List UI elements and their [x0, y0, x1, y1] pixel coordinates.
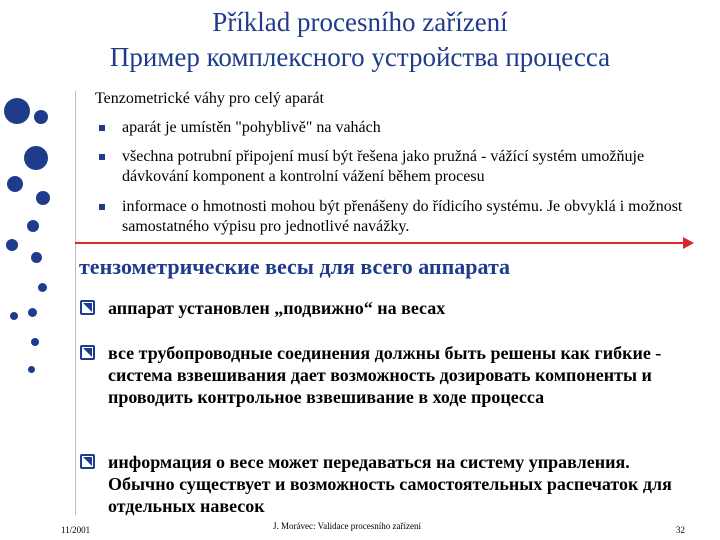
dot-icon: [31, 338, 39, 346]
russian-item-text: аппарат установлен „подвижно“ на весах: [108, 298, 446, 318]
slide-title-czech: Příklad procesního zařízení: [212, 7, 508, 37]
russian-heading: тензометрические весы для всего аппарата: [79, 254, 511, 279]
left-divider-line: [75, 91, 76, 515]
square-bullet-icon: [99, 204, 105, 210]
square-bullet-icon: [99, 125, 105, 131]
russian-item-text: информация о весе может передаваться на систему управления. Обычно существует и возможность самостоятельных распечаток для отдельных навесок: [108, 452, 672, 516]
czech-heading: Tenzometrické váhy pro celý aparát: [95, 90, 324, 107]
q-checkbox-bullet-icon: [80, 345, 95, 360]
q-checkbox-bullet-icon: [80, 300, 95, 315]
czech-item-text: všechna potrubní připojení musí být řešena jako pružná - vážící systém umožňuje dávkování komponent a kontrolní vážení během procesu: [122, 148, 645, 185]
dot-icon: [10, 312, 18, 320]
square-bullet-icon: [99, 154, 105, 160]
dot-icon: [36, 191, 50, 205]
dot-icon: [7, 176, 23, 192]
divider-arrow-line: [75, 242, 685, 244]
dot-icon: [27, 220, 39, 232]
footer-page-number: 32: [676, 525, 685, 535]
russian-item-text: все трубопроводные соединения должны быть решены как гибкие - система взвешивания дает возможность дозировать компоненты и проводить контрольное взвешивание в ходе процесса: [108, 343, 662, 407]
footer-author-title: J. Morávec: Validace procesního zařízení: [273, 521, 422, 531]
czech-item-text: aparát je umístěn "pohyblivě" na vahách: [122, 119, 381, 136]
slide-title-russian: Пример комплексного устройства процесса: [109, 42, 611, 72]
q-checkbox-bullet-icon: [80, 454, 95, 469]
czech-item-text: informace o hmotnosti mohou být přenášeny do řídicího systému. Je obvyklá i možnost samostatného výpisu pro jednotlivé navážky.: [122, 198, 683, 235]
footer-date: 11/2001: [61, 525, 91, 535]
dot-icon: [38, 283, 47, 292]
dot-icon: [6, 239, 18, 251]
dot-icon: [31, 252, 42, 263]
dot-icon: [34, 110, 48, 124]
arrow-right-icon: [683, 237, 694, 249]
dot-icon: [28, 308, 37, 317]
dot-icon: [4, 98, 30, 124]
dot-icon: [24, 146, 48, 170]
dot-icon: [28, 366, 35, 373]
